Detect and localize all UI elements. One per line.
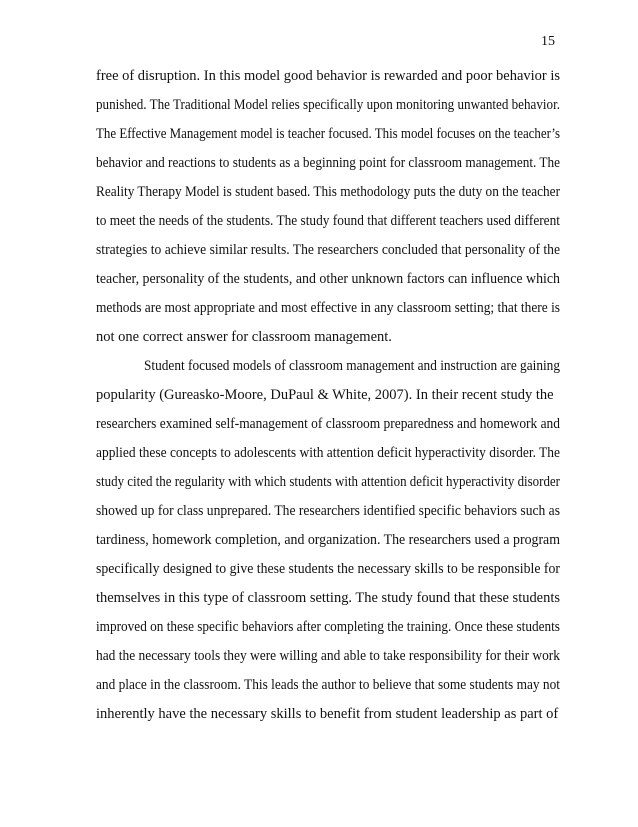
text-line-7: strategies to achieve similar results. The researchers concluded that personality of the (96, 242, 560, 258)
text-line-14: applied these concepts to adolescents with attention deficit hyperactivity disorder. The (96, 445, 560, 461)
text-line-23: inherently have the necessary skills to benefit from student leadership as part of (96, 706, 559, 722)
text-line-4: behavior and reactions to students as a beginning point for classroom management. The (96, 155, 560, 171)
text-line-6: to meet the needs of the students. The study found that different teachers used different (96, 213, 560, 229)
text-line-10: not one correct answer for classroom management. (96, 329, 392, 345)
text-line-20: improved on these specific behaviors after completing the training. Once these students (96, 619, 560, 635)
text-line-22: and place in the classroom. This leads the author to believe that some students may not (96, 677, 560, 693)
page-number: 15 (541, 34, 555, 49)
text-line-15: study cited the regularity with which students with attention deficit hyperactivity disorder (96, 474, 560, 490)
text-line-11: Student focused models of classroom management and instruction are gaining (144, 358, 561, 374)
text-line-3: The Effective Management model is teacher focused. This model focuses on the teacher’s (96, 126, 561, 142)
text-line-1: free of disruption. In this model good behavior is rewarded and poor behavior is (96, 68, 560, 84)
text-line-17: tardiness, homework completion, and organization. The researchers used a program (96, 532, 561, 548)
text-line-2: punished. The Traditional Model relies specifically upon monitoring unwanted behavior. (96, 97, 560, 113)
text-line-9: methods are most appropriate and most effective in any classroom setting; that there is (96, 300, 561, 316)
text-line-16: showed up for class unprepared. The researchers identified specific behaviors such as (96, 503, 561, 519)
text-line-5: Reality Therapy Model is student based. This methodology puts the duty on the teacher (96, 184, 560, 200)
text-line-12: popularity (Gureasko-Moore, DuPaul & White, 2007). In their recent study the (96, 387, 554, 403)
text-line-13: researchers examined self-management of classroom preparedness and homework and (96, 416, 560, 432)
text-line-18: specifically designed to give these students the necessary skills to be responsible for (96, 561, 560, 577)
text-line-19: themselves in this type of classroom setting. The study found that these students (96, 590, 561, 606)
text-line-8: teacher, personality of the students, and other unknown factors can influence which (96, 271, 561, 287)
text-line-21: had the necessary tools they were willing and able to take responsibility for their work (96, 648, 561, 664)
